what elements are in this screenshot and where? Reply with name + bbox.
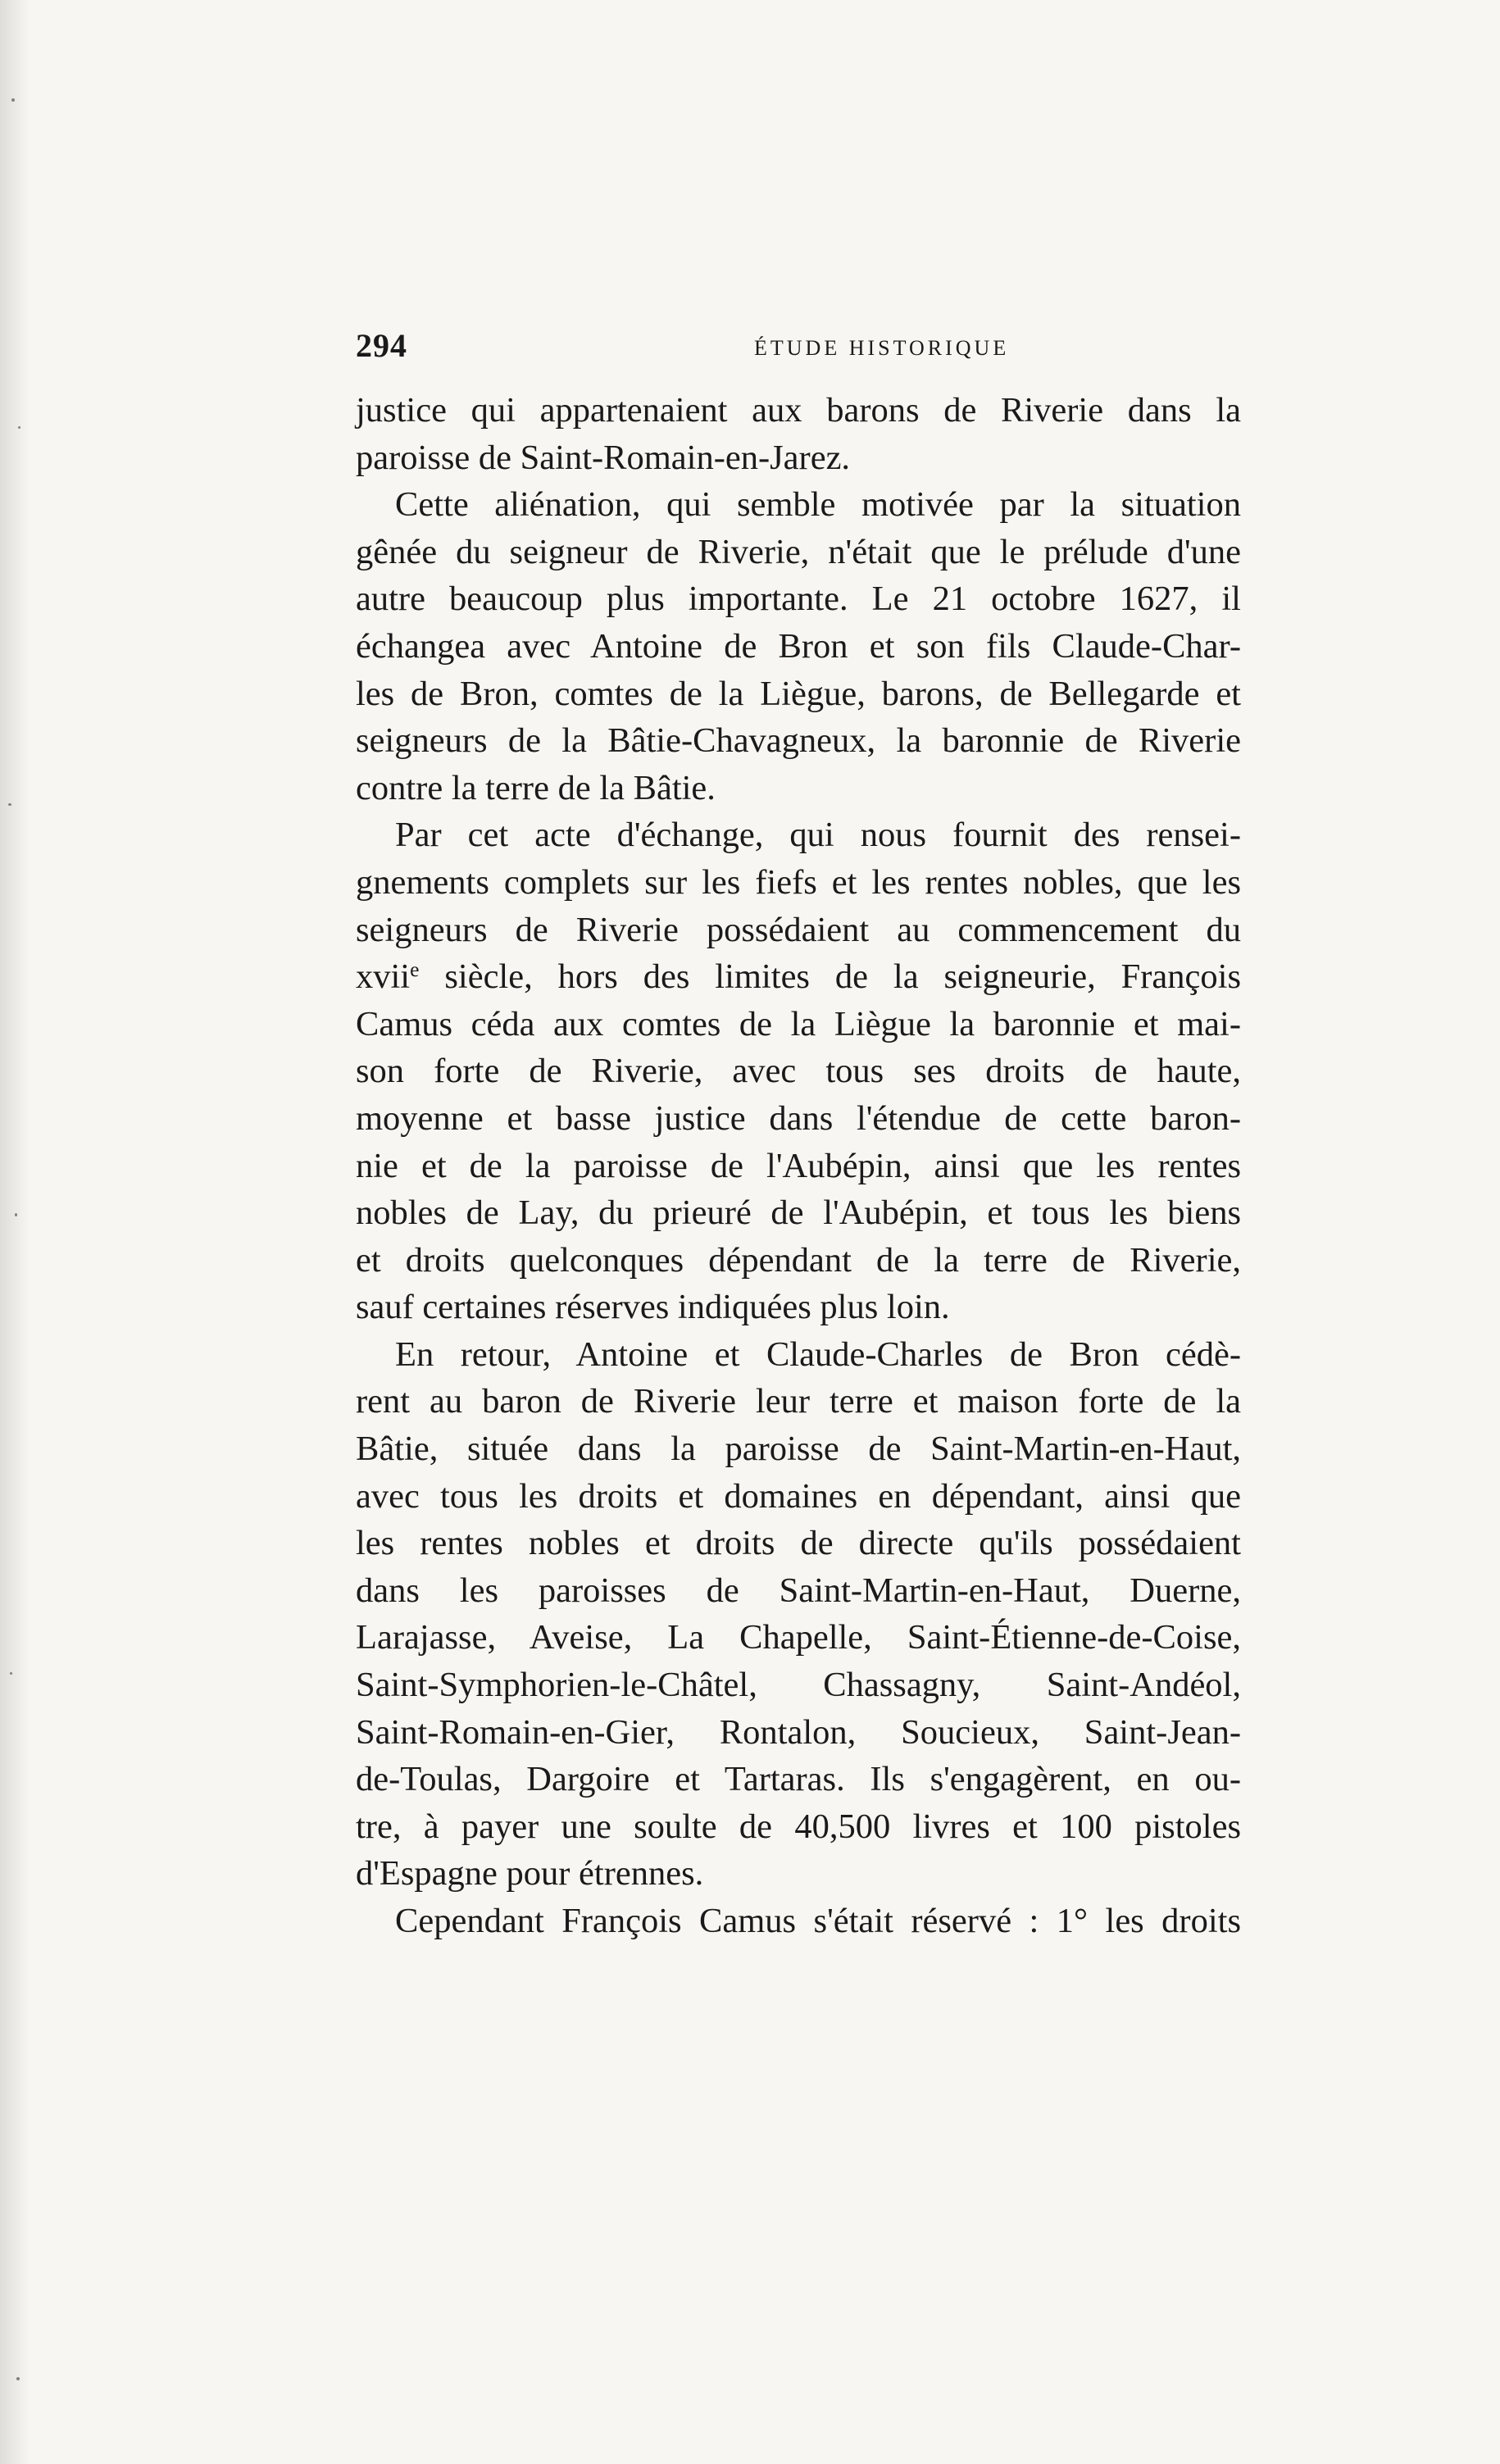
scan-speck <box>16 2377 20 2380</box>
text-line: tre, à payer une soulte de 40,500 livres et 100 pistoles <box>356 1807 1241 1846</box>
scan-speck <box>18 426 20 429</box>
page-header <box>356 326 1241 369</box>
text-line: son forte de Riverie, avec tous ses droits de haute, <box>356 1052 1241 1091</box>
text-line: rent au baron de Riverie leur terre et maison forte de la <box>356 1382 1241 1421</box>
text-line: les rentes nobles et droits de directe qu'ils possédaient <box>356 1524 1241 1563</box>
scan-speck <box>15 1213 17 1216</box>
text-line: et droits quelconques dépendant de la terre de Riverie, <box>356 1240 1241 1280</box>
text-line: Camus céda aux comtes de la Liègue la baronnie et mai- <box>356 1004 1241 1043</box>
text-line: dans les paroisses de Saint-Martin-en-Haut, Duerne, <box>356 1571 1241 1610</box>
text-line: contre la terre de la Bâtie. <box>356 768 716 807</box>
text-line: Saint-Symphorien-le-Châtel, Chassagny, Saint-Andéol, <box>356 1666 1241 1705</box>
page-number: 294 <box>356 327 407 364</box>
text-line: gnements complets sur les fiefs et les rentes nobles, que les <box>356 862 1241 902</box>
text-line: justice qui appartenaient aux barons de Riverie dans la <box>356 391 1241 430</box>
century-numeral: xvii <box>356 957 411 997</box>
scan-speck <box>11 98 15 102</box>
text-line: Saint-Romain-en-Gier, Rontalon, Soucieux, Saint-Jean- <box>356 1712 1241 1752</box>
text-line: Larajasse, Aveise, La Chapelle, Saint-Étienne-de-Coise, <box>356 1618 1241 1657</box>
text-line: En retour, Antoine et Claude-Charles de Bron cédè- <box>395 1334 1241 1374</box>
text-line-century <box>356 953 1241 1001</box>
text-line: moyenne et basse justice dans l'étendue de cette baron- <box>356 1098 1241 1138</box>
scan-speck <box>8 803 11 806</box>
running-head: ÉTUDE HISTORIQUE <box>754 336 1010 360</box>
text-line: de-Toulas, Dargoire et Tartaras. Ils s'engagèrent, en ou- <box>356 1760 1241 1799</box>
body-text <box>356 387 1241 1945</box>
text-line: gênée du seigneur de Riverie, n'était que le prélude d'une <box>356 532 1241 571</box>
text-line: seigneurs de la Bâtie-Chavagneux, la baronnie de Riverie <box>356 721 1241 761</box>
text-line: nobles de Lay, du prieuré de l'Aubépin, et tous les biens <box>356 1193 1241 1233</box>
scan-shadow-edge <box>0 0 30 2464</box>
text-line: d'Espagne pour étrennes. <box>356 1854 704 1893</box>
text-line: avec tous les droits et domaines en dépendant, ainsi que <box>356 1476 1241 1516</box>
century-superscript: e <box>410 957 420 982</box>
text-line: autre beaucoup plus importante. Le 21 octobre 1627, il <box>356 580 1241 619</box>
text-line: nie et de la paroisse de l'Aubépin, ainsi que les rentes <box>356 1146 1241 1185</box>
text-line-rest: siècle, hors des limites de la seigneurie, François <box>444 957 1241 997</box>
text-line: Cette aliénation, qui semble motivée par la situation <box>395 485 1241 525</box>
text-line: les de Bron, comtes de la Liègue, barons, de Bellegarde et <box>356 674 1241 713</box>
text-line: échangea avec Antoine de Bron et son fils Claude-Char- <box>356 626 1241 666</box>
text-line: Bâtie, située dans la paroisse de Saint-Martin-en-Haut, <box>356 1430 1241 1469</box>
text-line: Par cet acte d'échange, qui nous fournit des rensei- <box>395 816 1241 855</box>
scan-speck <box>10 1672 12 1675</box>
text-line: seigneurs de Riverie possédaient au commencement du <box>356 910 1241 949</box>
text-line: paroisse de Saint-Romain-en-Jarez. <box>356 438 851 477</box>
text-line: sauf certaines réserves indiquées plus loin. <box>356 1288 950 1327</box>
text-line: Cependant François Camus s'était réservé : 1° les droits <box>395 1902 1241 1940</box>
